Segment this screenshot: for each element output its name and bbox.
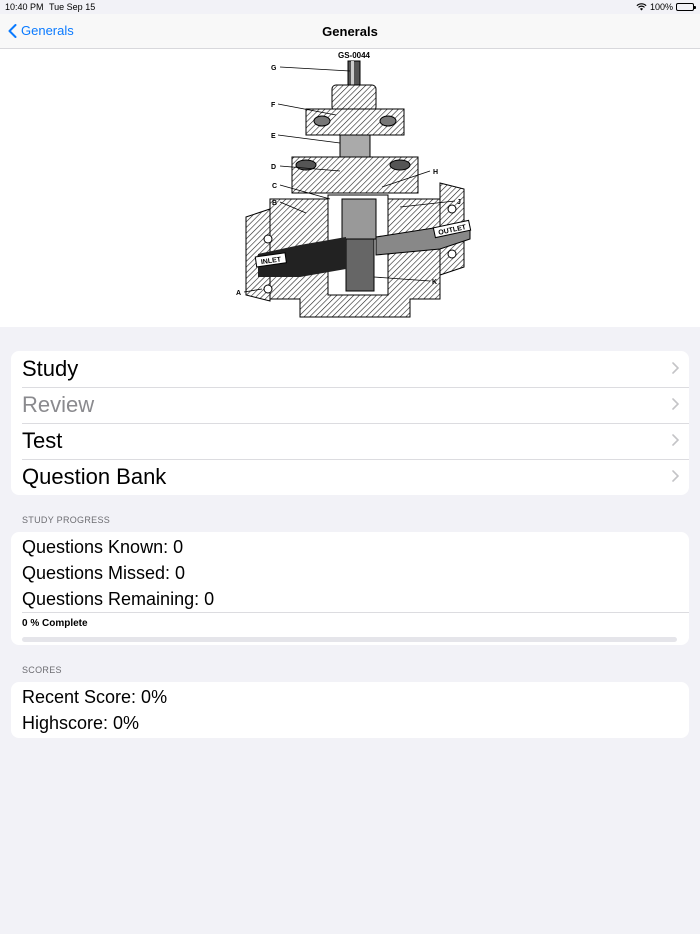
chevron-right-icon bbox=[672, 434, 679, 446]
questions-missed: Questions Missed: 0 bbox=[22, 562, 186, 583]
back-button-label: Generals bbox=[21, 23, 74, 38]
valve-diagram bbox=[0, 49, 700, 327]
diagram-code: GS-0044 bbox=[337, 51, 371, 60]
scores-header: SCORES bbox=[22, 665, 62, 675]
callout-e: E bbox=[271, 133, 276, 140]
battery-icon bbox=[676, 3, 694, 11]
diagram-area bbox=[0, 49, 700, 327]
test-label: Test bbox=[22, 428, 63, 453]
status-right bbox=[636, 2, 694, 12]
outlet-label: OUTLET bbox=[437, 224, 467, 237]
review-label: Review bbox=[22, 392, 95, 417]
recent-score: Recent Score: 0% bbox=[22, 686, 168, 707]
review-row[interactable] bbox=[11, 387, 689, 423]
chevron-right-icon bbox=[672, 398, 679, 410]
status-date: Tue Sep 15 bbox=[49, 2, 96, 12]
menu-list bbox=[11, 351, 689, 495]
progress-label: 0 % Complete bbox=[22, 618, 88, 629]
status-bar bbox=[0, 0, 700, 14]
callout-d: D bbox=[271, 164, 277, 171]
page-title: Generals bbox=[322, 24, 378, 39]
question-bank-row[interactable] bbox=[11, 459, 689, 495]
study-progress-header: STUDY PROGRESS bbox=[22, 515, 111, 525]
callout-f: F bbox=[271, 102, 276, 109]
chevron-right-icon bbox=[672, 470, 679, 482]
callout-h: H bbox=[433, 169, 439, 176]
wifi-icon bbox=[636, 3, 647, 11]
progress-row bbox=[22, 612, 689, 643]
navigation-bar bbox=[0, 14, 700, 49]
callout-c: C bbox=[272, 183, 278, 190]
questions-known: Questions Known: 0 bbox=[22, 536, 184, 557]
callout-g: G bbox=[271, 65, 277, 72]
questions-remaining: Questions Remaining: 0 bbox=[22, 588, 215, 609]
callout-j: J bbox=[457, 199, 461, 206]
callout-a: A bbox=[236, 290, 242, 297]
status-time: 10:40 PM bbox=[5, 2, 44, 12]
study-row[interactable] bbox=[11, 351, 689, 387]
study-label: Study bbox=[22, 356, 79, 381]
chevron-right-icon bbox=[672, 362, 679, 374]
test-row[interactable] bbox=[11, 423, 689, 459]
inlet-label: INLET bbox=[260, 256, 282, 267]
highscore: Highscore: 0% bbox=[22, 712, 140, 733]
scores-group bbox=[11, 682, 689, 738]
question-bank-label: Question Bank bbox=[22, 464, 167, 489]
callout-k: K bbox=[432, 279, 438, 286]
callout-b: B bbox=[272, 200, 278, 207]
study-progress-group bbox=[11, 532, 689, 645]
battery-percent: 100% bbox=[649, 2, 673, 12]
progress-bar bbox=[22, 637, 677, 642]
